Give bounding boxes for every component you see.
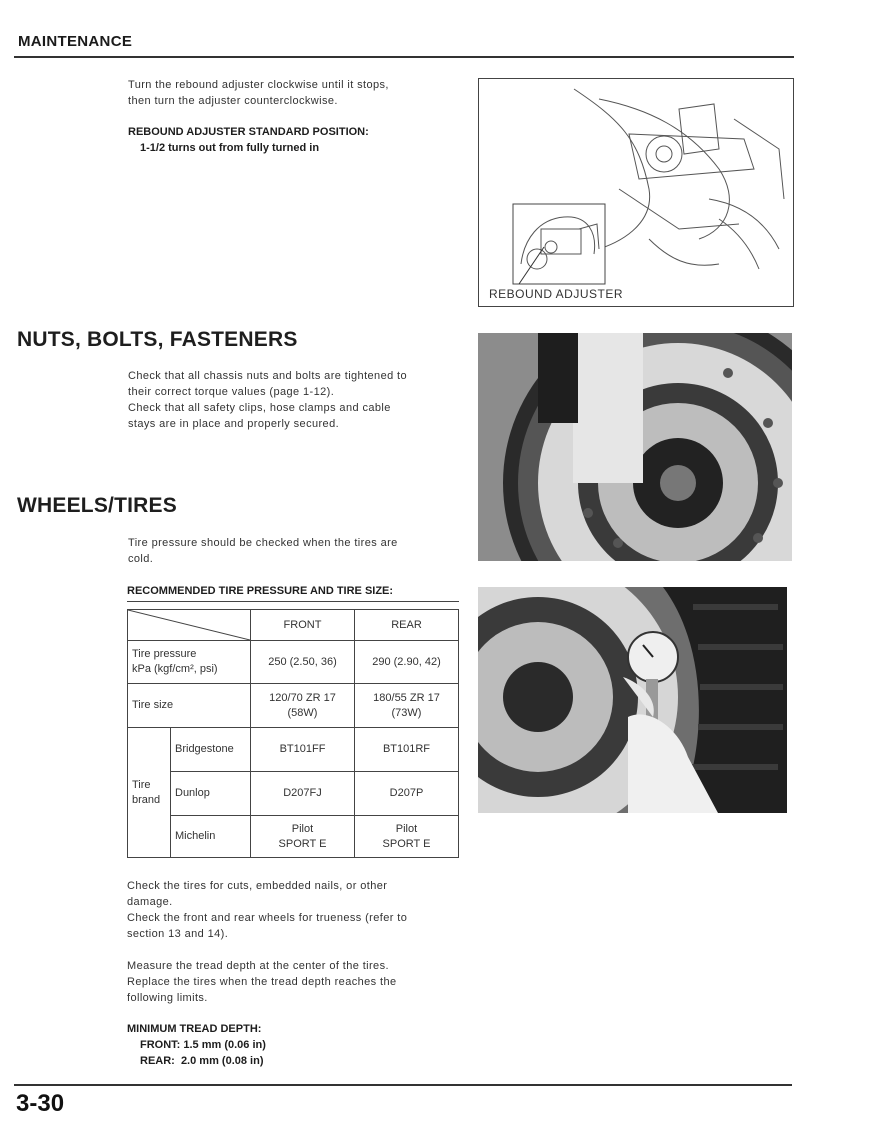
michelin-rear xyxy=(354,816,458,858)
dunlop-rear: D207P xyxy=(354,772,458,816)
size-rear xyxy=(354,684,458,728)
size-rear-1: 180/55 ZR 17 xyxy=(373,691,440,704)
tread-measure-text xyxy=(127,958,462,1006)
brand-label-1: Tire xyxy=(132,778,151,791)
header-rule xyxy=(14,56,794,58)
pressure-rear: 290 (2.90, 42) xyxy=(354,641,458,684)
size-front xyxy=(251,684,355,728)
michelin-front-2: SPORT E xyxy=(278,837,327,850)
nuts-line-4: stays are in place and properly secured. xyxy=(128,418,340,430)
figure-caption: REBOUND ADJUSTER xyxy=(489,287,624,301)
check-line-4: section 13 and 14). xyxy=(127,928,229,940)
brand-label-2: brand xyxy=(132,793,161,806)
measure-line-1: Measure the tread depth at the center of the tires. xyxy=(127,960,389,972)
nuts-line-3: Check that all safety clips, hose clamps and cable xyxy=(128,402,391,414)
check-line-1: Check the tires for cuts, embedded nails, or other xyxy=(127,880,388,892)
min-tread-label: MINIMUM TREAD DEPTH: xyxy=(127,1023,262,1035)
rebound-spec-value: 1-1/2 turns out from fully turned in xyxy=(140,142,320,154)
tire-spec-table xyxy=(127,609,459,858)
michelin-front-1: Pilot xyxy=(291,822,314,835)
intro-line-1: Tire pressure should be checked when the tires are xyxy=(128,537,398,549)
michelin-rear-1: Pilot xyxy=(395,822,418,835)
corner-diagonal xyxy=(128,610,250,640)
pressure-label-2: kPa (kgf/cm², psi) xyxy=(132,663,218,675)
tire-table-title: RECOMMENDED TIRE PRESSURE AND TIRE SIZE: xyxy=(127,585,394,597)
measure-line-3: following limits. xyxy=(127,992,208,1004)
rebound-spec-label: REBOUND ADJUSTER STANDARD POSITION: xyxy=(128,126,369,138)
intro-line-2: cold. xyxy=(128,553,154,565)
section-header: MAINTENANCE xyxy=(18,33,133,50)
size-label: Tire size xyxy=(128,684,251,728)
pressure-label xyxy=(128,641,251,684)
nuts-bolts-text xyxy=(128,368,463,432)
rebound-line-2: then turn the adjuster counterclockwise. xyxy=(128,95,338,107)
michelin-front xyxy=(251,816,355,858)
nuts-line-1: Check that all chassis nuts and bolts are tightened to xyxy=(128,370,408,382)
pressure-label-1: Tire pressure xyxy=(132,648,197,660)
dunlop-front: D207FJ xyxy=(251,772,355,816)
check-line-3: Check the front and rear wheels for trueness (refer to xyxy=(127,912,408,924)
col-header-rear: REAR xyxy=(354,610,458,641)
size-front-2: (58W) xyxy=(287,706,318,719)
check-line-2: damage. xyxy=(127,896,173,908)
wheels-tires-title: WHEELS/TIRES xyxy=(17,494,177,517)
rebound-line-1: Turn the rebound adjuster clockwise until it stops, xyxy=(128,79,389,91)
page-number: 3-30 xyxy=(16,1090,65,1117)
col-header-front: FRONT xyxy=(251,610,355,641)
brand-michelin: Michelin xyxy=(171,816,251,858)
bridgestone-front: BT101FF xyxy=(251,728,355,772)
pressure-gauge-image xyxy=(478,587,787,813)
brand-label xyxy=(128,728,171,858)
front-wheel-photo xyxy=(478,333,792,561)
table-corner-cell xyxy=(128,610,251,641)
fork-drawing xyxy=(479,79,793,306)
brake-disc-image xyxy=(478,333,792,561)
brand-bridgestone: Bridgestone xyxy=(171,728,251,772)
pressure-front: 250 (2.50, 36) xyxy=(251,641,355,684)
brand-dunlop: Dunlop xyxy=(171,772,251,816)
tire-pressure-intro xyxy=(128,535,463,567)
nuts-line-2: their correct torque values (page 1-12). xyxy=(128,386,335,398)
footer-rule xyxy=(14,1084,792,1086)
bridgestone-rear: BT101RF xyxy=(354,728,458,772)
rebound-instructions xyxy=(128,77,463,109)
rear-tread-limit: REAR: 2.0 mm (0.08 in) xyxy=(140,1055,264,1067)
tire-gauge-photo xyxy=(478,587,787,813)
tire-check-text xyxy=(127,878,462,942)
front-tread-limit: FRONT: 1.5 mm (0.06 in) xyxy=(140,1039,266,1051)
size-front-1: 120/70 ZR 17 xyxy=(269,691,336,704)
table-title-rule xyxy=(127,601,459,602)
nuts-bolts-title: NUTS, BOLTS, FASTENERS xyxy=(17,328,298,351)
michelin-rear-2: SPORT E xyxy=(382,837,431,850)
size-rear-2: (73W) xyxy=(391,706,422,719)
measure-line-2: Replace the tires when the tread depth reaches the xyxy=(127,976,397,988)
rebound-adjuster-figure xyxy=(478,78,794,307)
